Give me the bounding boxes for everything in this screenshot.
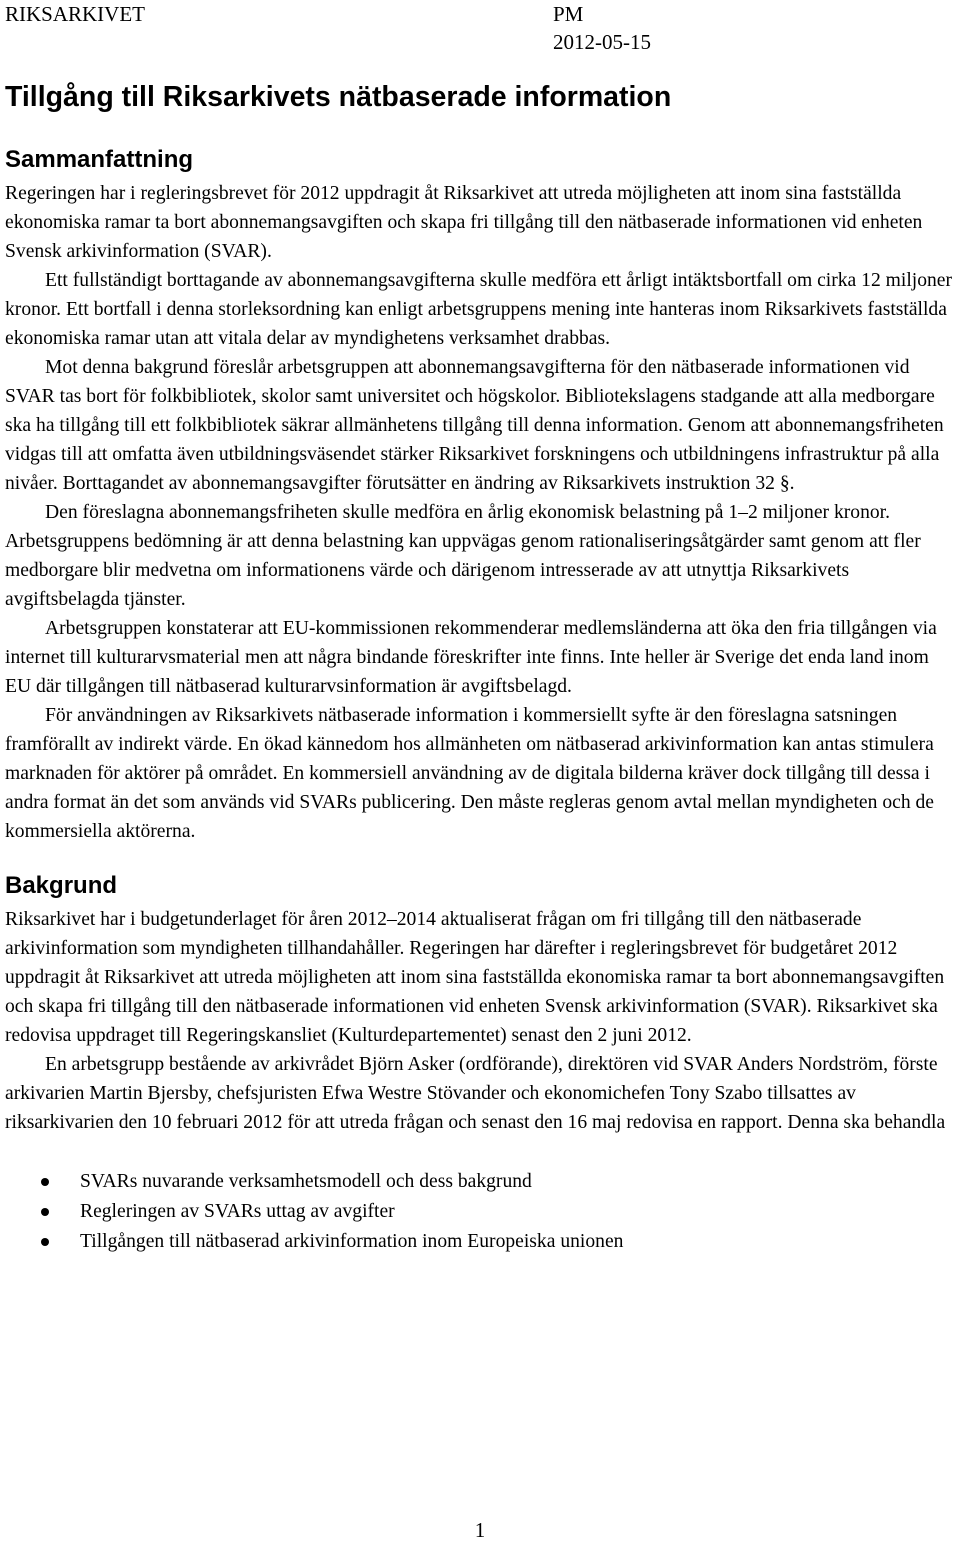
page-number: 1 xyxy=(474,1518,486,1542)
list-item xyxy=(5,1197,955,1227)
list-item-text: SVARs nuvarande verksamhetsmodell och dess bakgrund xyxy=(80,1171,532,1192)
bullet-dot-icon xyxy=(41,1208,49,1216)
header-document-type: PM xyxy=(553,2,584,26)
summary-paragraph-2: Ett fullständigt borttagande av abonnemangsavgifterna skulle medföra ett årligt intäktsbortfall om cirka 12 miljoner kronor. Ett bortfall i denna storleksordning kan enligt arbetsgruppens mening inte hanteras inom Riksarkivets fastställda ekonomiska ramar utan att vitala delar av myndighetens verksamhet drabbas. xyxy=(5,270,953,349)
background-paragraph-2: En arbetsgrupp bestående av arkivrådet Björn Asker (ordförande), direktören vid SVAR Anders Nordström, förste arkivarien Martin Bjersby, chefsjuristen Efwa Westre Stövander och ekonomichefen Tony Szabo tillsattes av riksarkivarien den 10 februari 2012 för att utreda frågan och senast den 16 maj redovisa en rapport. Denna ska behandla xyxy=(5,1054,946,1133)
summary-paragraph-5: Arbetsgruppen konstaterar att EU-kommissionen rekommenderar medlemsländerna att öka den fria tillgången via internet till kulturarvsmaterial men att några bindande föreskrifter inte finns. Inte heller är Sverige det enda land inom EU där tillgången till nätbaserad kulturarvsinformation är avgiftsbelagd. xyxy=(5,618,937,697)
header-date: 2012-05-15 xyxy=(553,30,651,54)
list-item-text: Regleringen av SVARs uttag av avgifter xyxy=(80,1201,395,1222)
bullet-list xyxy=(5,1167,955,1257)
summary-paragraph-1: Regeringen har i regleringsbrevet för 2012 uppdragit åt Riksarkivet att utreda möjligheten att inom sina fastställda ekonomiska ramar ta bort abonnemangsavgiften och skapa fri tillgång till den nätbaserade informationen vid enheten Svensk arkivinformation (SVAR). xyxy=(5,183,923,262)
summary-heading: Sammanfattning xyxy=(5,146,194,173)
background-paragraph-1: Riksarkivet har i budgetunderlaget för åren 2012–2014 aktualiserat frågan om fri tillgång till den nätbaserade arkivinformation som myndigheten tillhandahåller. Regeringen har därefter i regleringsbrevet för budgetåret 2012 uppdragit åt Riksarkivet att utreda möjligheten att inom sina fastställda ekonomiska ramar ta bort abonnemangsavgiften och skapa fri tillgång till den nätbaserade informationen vid enheten Svensk arkivinformation (SVAR). Riksarkivet ska redovisa uppdraget till Regeringskansliet (Kulturdepartementet) senast den 2 juni 2012. xyxy=(5,909,945,1046)
header-organization: RIKSARKIVET xyxy=(5,2,145,26)
list-item xyxy=(5,1167,955,1197)
document-body xyxy=(5,79,955,1257)
list-item xyxy=(5,1227,955,1257)
document-title: Tillgång till Riksarkivets nätbaserade information xyxy=(5,81,672,113)
summary-paragraph-4: Den föreslagna abonnemangsfriheten skulle medföra en årlig ekonomisk belastning på 1–2 miljoner kronor. Arbetsgruppens bedömning är att denna belastning kan uppvägas genom rationaliseringsåtgärder samt genom att fler medborgare blir medvetna om informationens värde och därigenom intresserade av att utnyttja Riksarkivets avgiftsbelagda tjänster. xyxy=(5,502,921,610)
background-heading: Bakgrund xyxy=(5,872,118,899)
list-item-text: Tillgången till nätbaserad arkivinformation inom Europeiska unionen xyxy=(80,1231,624,1252)
summary-paragraph-6: För användningen av Riksarkivets nätbaserade information i kommersiellt syfte är den föreslagna satsningen framförallt av indirekt värde. En ökad kännedom hos allmänheten om nätbaserad arkivinformation kan antas stimulera marknaden för aktörer på området. En kommersiell användning av de digitala bilderna kräver dock tillgång till dessa i andra format än det som används vid SVARs publicering. Den måste regleras genom avtal mellan myndigheten och de kommersiella aktörerna. xyxy=(5,705,935,842)
summary-paragraph-3: Mot denna bakgrund föreslår arbetsgruppen att abonnemangsavgifterna för den nätbaserade informationen vid SVAR tas bort för folkbibliotek, skolor samt universitet och högskolor. Bibliotekslagens stadgande att alla medborgare ska ha tillgång till ett folkbibliotek säkrar allmänhetens tillgång till denna information. Genom att abonnemangsfriheten vidgas till att omfatta även utbildningsväsendet stärker Riksarkivet forskningens och utbildningens infrastruktur på alla nivåer. Borttagandet av abonnemangsavgifter förutsätter en ändring av Riksarkivets instruktion 32 §. xyxy=(5,357,944,494)
bullet-dot-icon xyxy=(41,1178,49,1186)
bullet-dot-icon xyxy=(41,1238,49,1246)
